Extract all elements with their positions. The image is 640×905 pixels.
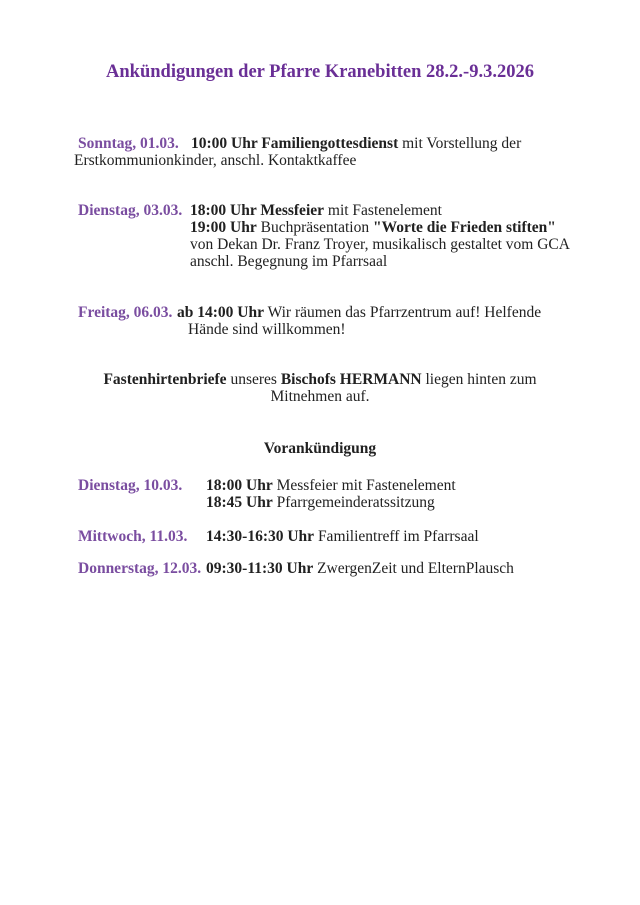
- entry-date: Dienstag, 10.03.: [78, 477, 183, 494]
- notice-text: unseres: [230, 371, 277, 388]
- entry-line: [74, 135, 521, 152]
- notice-line: [0, 371, 640, 388]
- entry-text: Wir räumen das Pfarrzentrum auf! Helfende: [267, 304, 542, 321]
- entry-line: [74, 152, 521, 169]
- entry-text: ZwergenZeit und ElternPlausch: [317, 560, 514, 577]
- notice-text: liegen hinten zum: [425, 371, 537, 388]
- entry-line: [78, 304, 541, 321]
- notice-bishop: Bischofs HERMANN: [280, 371, 422, 388]
- entry-line: [190, 219, 570, 236]
- entry-line: [190, 236, 570, 253]
- entry-line: [78, 528, 479, 545]
- entry-time-event: 18:00 Uhr Messfeier: [190, 202, 325, 219]
- entry-text: Hände sind willkommen!: [188, 321, 346, 338]
- entry-date: Sonntag, 01.03.: [78, 135, 179, 152]
- entry-text: Familientreff im Pfarrsaal: [317, 528, 479, 545]
- entry-line: [78, 202, 570, 219]
- entry-text: mit Fastenelement: [327, 202, 442, 219]
- notice-subject: Fastenhirtenbriefe: [103, 371, 227, 388]
- page-title: Ankündigungen der Pfarre Kranebitten 28.2.-9.3.2026: [106, 62, 534, 82]
- entry-line: [190, 253, 570, 270]
- entry-text: Buchpräsentation: [260, 219, 370, 236]
- announcement-mittwoch-1103: [78, 528, 479, 545]
- announcement-dienstag-1003: [78, 477, 456, 511]
- entry-time: 18:45 Uhr: [206, 494, 273, 511]
- entry-text: Messfeier mit Fastenelement: [276, 477, 456, 494]
- notice-text: Mitnehmen auf.: [270, 388, 370, 405]
- entry-text: Erstkommunionkinder, anschl. Kontaktkaffee: [74, 152, 357, 169]
- announcement-sonntag-0103: [74, 135, 521, 169]
- entry-text: Pfarrgemeinderatssitzung: [276, 494, 435, 511]
- announcement-dienstag-0303: [78, 202, 570, 270]
- entry-line: [78, 560, 514, 577]
- entry-date: Mittwoch, 11.03.: [78, 528, 188, 545]
- entry-line: [188, 321, 541, 338]
- entry-time: ab 14:00 Uhr: [177, 304, 264, 321]
- entry-text: mit Vorstellung der: [402, 135, 522, 152]
- section-heading-vorankuendigung: Vorankündigung: [263, 440, 377, 457]
- entry-date: Donnerstag, 12.03.: [78, 560, 202, 577]
- notice-line: [0, 388, 640, 405]
- entry-date: Dienstag, 03.03.: [78, 202, 183, 219]
- entry-time: 19:00 Uhr: [190, 219, 257, 236]
- announcement-donnerstag-1203: [78, 560, 514, 577]
- entry-time-event: 10:00 Uhr Familiengottesdienst: [191, 135, 399, 152]
- entry-time: 18:00 Uhr: [206, 477, 273, 494]
- announcement-freitag-0603: [78, 304, 541, 338]
- entry-book-title: "Worte die Frieden stiften": [372, 219, 556, 236]
- entry-line: [206, 494, 456, 511]
- entry-date: Freitag, 06.03.: [78, 304, 173, 321]
- entry-text: anschl. Begegnung im Pfarrsaal: [190, 253, 388, 270]
- notice-fastenhirtenbriefe: [0, 371, 640, 405]
- entry-line: [78, 477, 456, 494]
- entry-text: von Dekan Dr. Franz Troyer, musikalisch gestaltet vom GCA: [190, 236, 570, 253]
- entry-time: 09:30-11:30 Uhr: [206, 560, 314, 577]
- entry-time: 14:30-16:30 Uhr: [206, 528, 315, 545]
